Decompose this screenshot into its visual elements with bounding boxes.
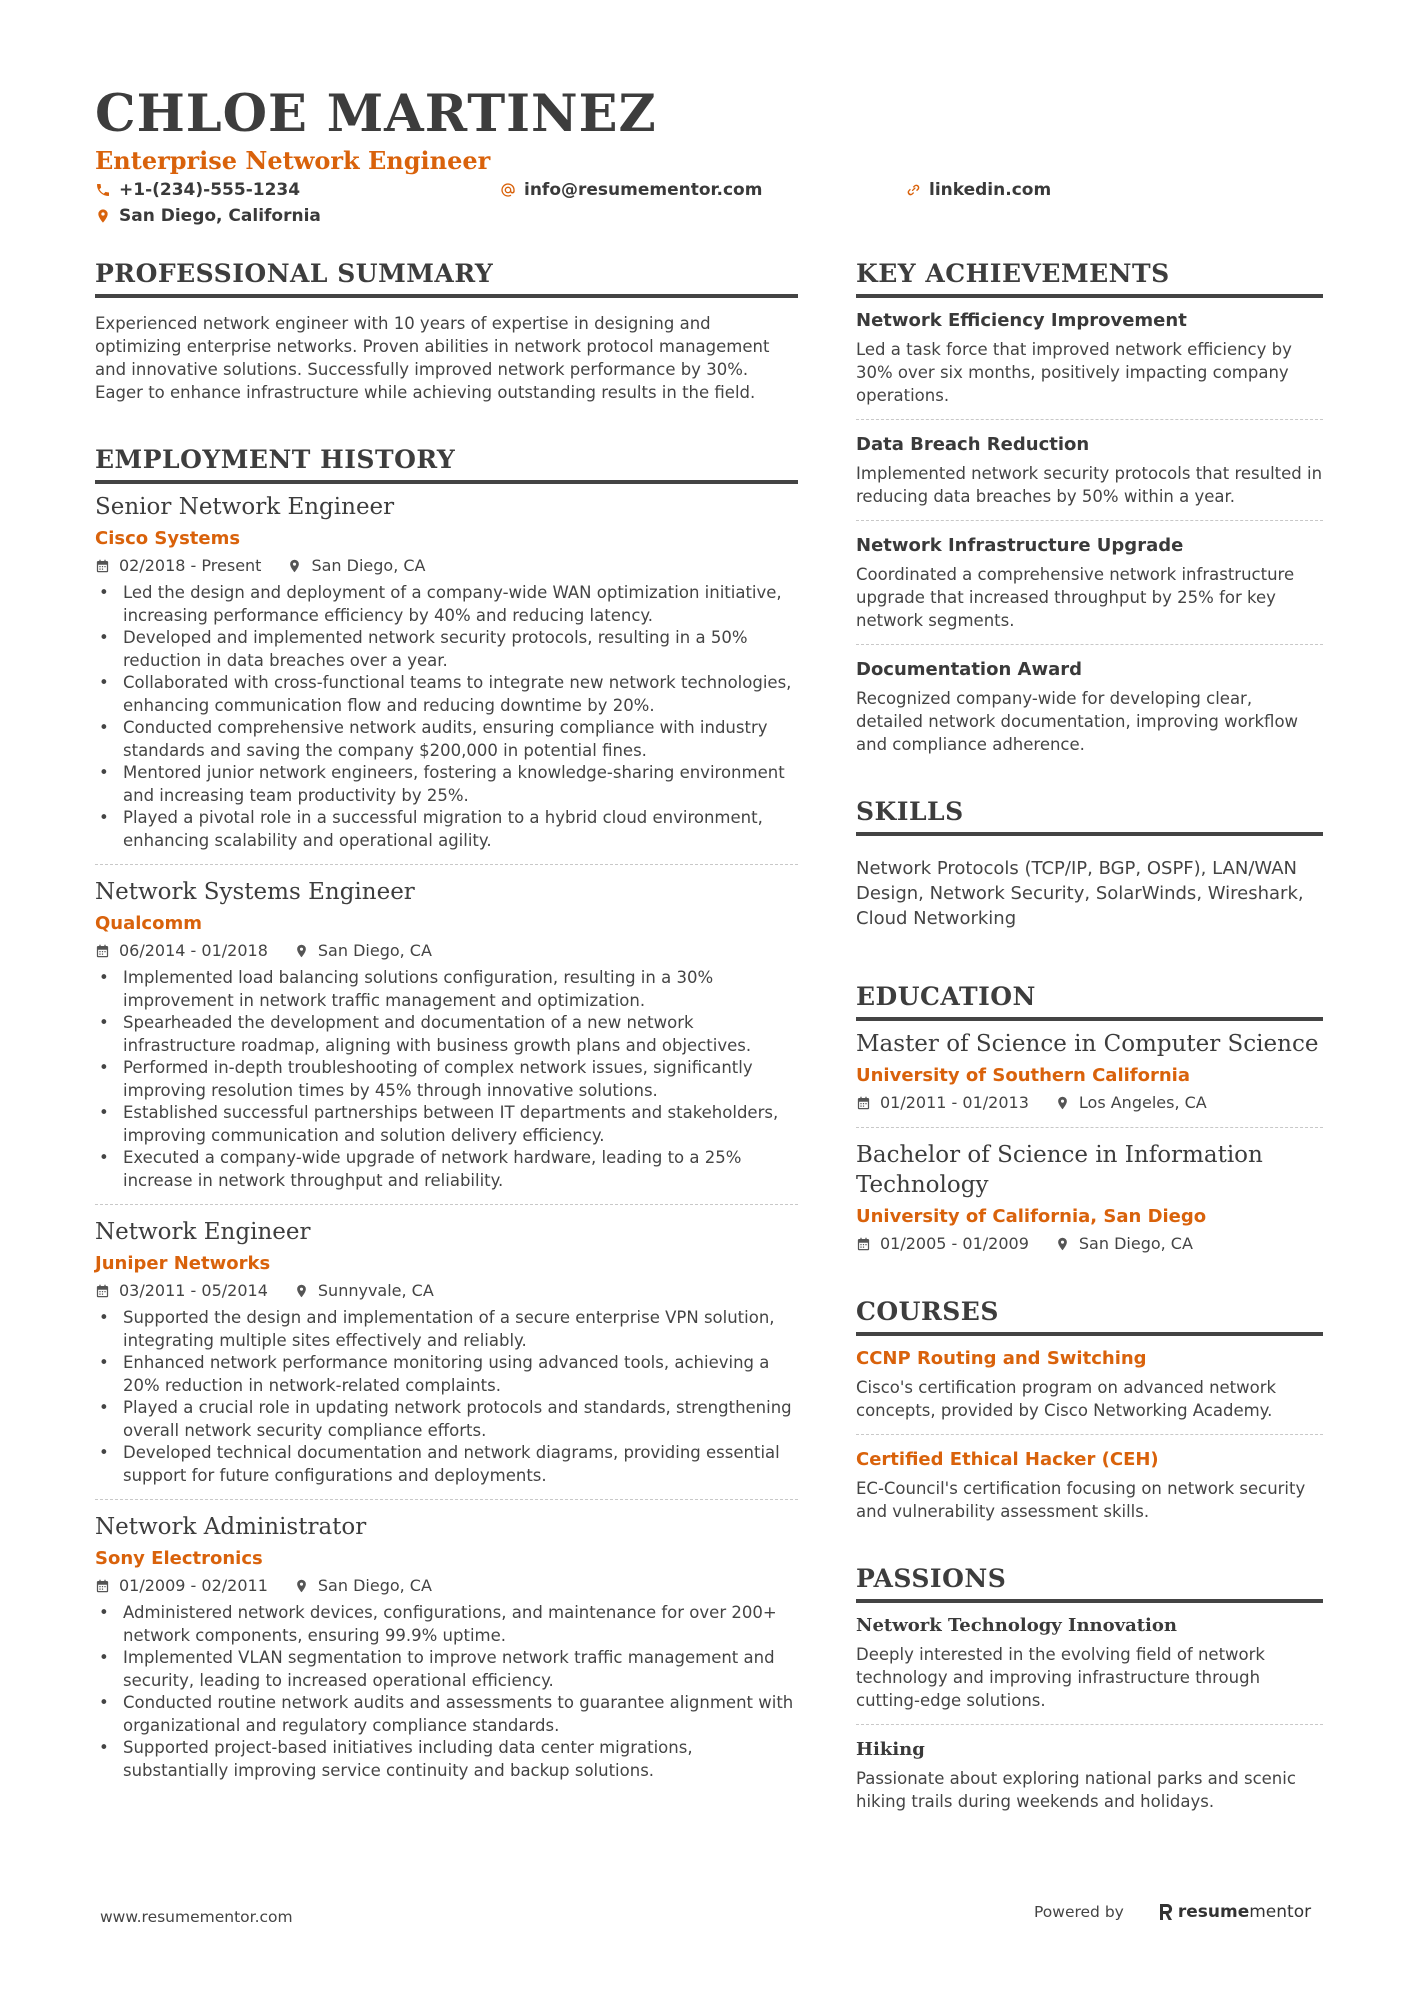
course-desc: EC-Council's certification focusing on network security and vulnerability assessment skills. [856, 1479, 1306, 1521]
passions-heading: PASSIONS [856, 1563, 1323, 1603]
calendar-icon [856, 1095, 871, 1111]
course-item [856, 1447, 1323, 1523]
list-item: • Developed technical documentation and network diagrams, providing essential support for future configurations and deployments. [95, 1442, 798, 1487]
calendar-icon [95, 558, 110, 574]
list-item: • Executed a company-wide upgrade of network hardware, leading to a 25% increase in network throughput and reliability. [95, 1147, 798, 1192]
job-meta [95, 939, 798, 963]
list-item: • Played a crucial role in updating network protocols and standards, strengthening overall network security compliance efforts. [95, 1397, 798, 1442]
list-item: • Administered network devices, configurations, and maintenance for over 200+ network components, ensuring 99.9% uptime. [95, 1602, 798, 1647]
job-company: Cisco Systems [95, 528, 241, 549]
passion-desc: Passionate about exploring national parks and scenic hiking trails during weekends and holidays. [856, 1769, 1296, 1811]
map-pin-icon [287, 558, 302, 574]
calendar-icon [95, 1578, 110, 1594]
job-dates-text: 06/2014 - 01/2018 [119, 941, 268, 960]
education-meta [856, 1232, 1323, 1256]
job-company: Juniper Networks [95, 1253, 271, 1274]
candidate-role: Enterprise Network Engineer [95, 146, 491, 175]
contact-row-2 [95, 206, 1325, 232]
job-company: Sony Electronics [95, 1548, 263, 1569]
divider [95, 864, 798, 865]
list-item: • Supported project-based initiatives including data center migrations, substantially improving service continuity and backup solutions. [95, 1737, 798, 1782]
email-text: info@resumementor.com [524, 180, 763, 200]
achievement-item [856, 657, 1323, 756]
courses-heading: COURSES [856, 1296, 1323, 1336]
job-location [294, 1279, 434, 1303]
list-item: • Established successful partnerships between IT departments and stakeholders, improving communication and solution delivery efficiency. [95, 1102, 798, 1147]
list-item: • Collaborated with cross-functional teams to integrate new network technologies, enhancing communication flow and reducing downtime by 20%. [95, 672, 798, 717]
brand-bold: resume [1177, 1902, 1250, 1922]
achievement-desc: Led a task force that improved network efficiency by 30% over six months, positively impacting company operations. [856, 340, 1292, 405]
employment-heading: EMPLOYMENT HISTORY [95, 444, 798, 484]
education-location [1055, 1232, 1193, 1256]
course-desc: Cisco's certification program on advanced network concepts, provided by Cisco Networking Academy. [856, 1378, 1277, 1420]
divider [856, 1127, 1323, 1128]
location-text: San Diego, California [119, 206, 321, 226]
calendar-icon [856, 1236, 871, 1252]
job-title: Network Engineer [95, 1219, 311, 1245]
map-pin-icon [1055, 1236, 1070, 1252]
job-bullets [95, 582, 798, 852]
left-column [95, 258, 798, 1782]
job-bullets [95, 967, 798, 1192]
achievement-title: Network Efficiency Improvement [856, 310, 1187, 331]
list-item: • Supported the design and implementation of a secure enterprise VPN solution, integrating multiple sites effectively and reliably. [95, 1307, 798, 1352]
divider [95, 1499, 798, 1500]
job-dates [95, 939, 268, 963]
achievement-title: Network Infrastructure Upgrade [856, 535, 1184, 556]
job-location-text: San Diego, CA [317, 941, 432, 960]
education-dates [856, 1091, 1029, 1115]
job-location [294, 939, 432, 963]
job-location-text: San Diego, CA [311, 556, 426, 575]
education-location-text: San Diego, CA [1078, 1234, 1193, 1253]
job-entry [95, 877, 798, 1192]
summary-section [95, 258, 798, 404]
summary-heading: PROFESSIONAL SUMMARY [95, 258, 798, 298]
calendar-icon [95, 943, 110, 959]
resume-header [95, 84, 1325, 232]
candidate-name: CHLOE MARTINEZ [95, 84, 657, 144]
list-item: • Developed and implemented network security protocols, resulting in a 50% reduction in data breaches over a year. [95, 627, 798, 672]
job-location [294, 1574, 432, 1598]
skills-section [856, 796, 1323, 931]
phone-text: +1-(234)-555-1234 [119, 180, 301, 200]
job-meta [95, 554, 798, 578]
education-degree: Bachelor of Science in Information Technology [856, 1142, 1263, 1198]
job-entry [95, 492, 798, 852]
job-title: Network Administrator [95, 1514, 367, 1540]
course-title: Certified Ethical Hacker (CEH) [856, 1449, 1159, 1470]
achievements-section [856, 258, 1323, 756]
education-item [856, 1029, 1323, 1115]
list-item: • Enhanced network performance monitoring using advanced tools, achieving a 20% reduction in network-related complaints. [95, 1352, 798, 1397]
education-school: University of California, San Diego [856, 1206, 1207, 1227]
list-item: • Led the design and deployment of a company-wide WAN optimization initiative, increasing performance efficiency by 40% and reducing latency. [95, 582, 798, 627]
job-title: Network Systems Engineer [95, 879, 415, 905]
achievement-desc: Recognized company-wide for developing clear, detailed network documentation, improving workflow and compliance adherence. [856, 689, 1299, 754]
education-dates-text: 01/2005 - 01/2009 [880, 1234, 1029, 1253]
employment-section [95, 444, 798, 1782]
footer-website[interactable]: www.resumementor.com [100, 1908, 293, 1926]
achievement-item [856, 308, 1323, 407]
achievement-item [856, 432, 1323, 508]
email-contact[interactable] [500, 180, 762, 200]
education-location [1055, 1091, 1207, 1115]
summary-text: Experienced network engineer with 10 years of expertise in designing and optimizing enterprise networks. Proven abilities in network protocol management and innovative solutions. Successfully improved network performance by 30%. Eager to enhance infrastructure while achieving outstanding results in the field. [95, 314, 770, 402]
job-dates-text: 02/2018 - Present [119, 556, 262, 575]
map-pin-icon [294, 1283, 309, 1299]
job-bullets [95, 1307, 798, 1487]
divider [95, 1204, 798, 1205]
passion-title: Hiking [856, 1739, 925, 1760]
achievement-title: Documentation Award [856, 659, 1083, 680]
education-dates-text: 01/2011 - 01/2013 [880, 1093, 1029, 1112]
divider [856, 1724, 1323, 1725]
passion-desc: Deeply interested in the evolving field of network technology and improving infrastructure through cutting-edge solutions. [856, 1645, 1265, 1710]
education-section [856, 981, 1323, 1256]
achievement-desc: Coordinated a comprehensive network infrastructure upgrade that increased throughput by 25% for key network segments. [856, 565, 1295, 630]
at-icon [500, 182, 516, 198]
brand-logo[interactable] [1158, 1902, 1311, 1922]
education-dates [856, 1232, 1029, 1256]
job-entry [95, 1217, 798, 1487]
link-icon [905, 182, 921, 198]
skills-text: Network Protocols (TCP/IP, BGP, OSPF), LAN/WAN Design, Network Security, SolarWinds, Wireshark, Cloud Networking [856, 858, 1304, 929]
right-column [856, 258, 1323, 1813]
achievements-heading: KEY ACHIEVEMENTS [856, 258, 1323, 298]
contact-row-1 [95, 180, 1325, 206]
powered-by-label: Powered by [1034, 1903, 1124, 1921]
map-pin-icon [294, 943, 309, 959]
brand-light: mentor [1249, 1902, 1312, 1922]
resumementor-logo-icon [1158, 1903, 1174, 1921]
divider [856, 644, 1323, 645]
achievement-desc: Implemented network security protocols that resulted in reducing data breaches by 50% within a year. [856, 464, 1323, 506]
job-company: Qualcomm [95, 913, 202, 934]
footer-powered [1034, 1902, 1311, 1922]
education-heading: EDUCATION [856, 981, 1323, 1021]
achievement-title: Data Breach Reduction [856, 434, 1090, 455]
location-contact [95, 206, 321, 226]
linkedin-contact[interactable] [905, 180, 1051, 200]
education-location-text: Los Angeles, CA [1078, 1093, 1207, 1112]
job-entry [95, 1512, 798, 1782]
job-dates-text: 03/2011 - 05/2014 [119, 1281, 268, 1300]
job-meta [95, 1279, 798, 1303]
divider [856, 1434, 1323, 1435]
passion-title: Network Technology Innovation [856, 1615, 1177, 1636]
map-pin-icon [95, 208, 111, 224]
job-dates [95, 1279, 268, 1303]
calendar-icon [95, 1283, 110, 1299]
education-school: University of Southern California [856, 1065, 1191, 1086]
map-pin-icon [1055, 1095, 1070, 1111]
passions-section [856, 1563, 1323, 1813]
education-meta [856, 1091, 1323, 1115]
list-item: • Implemented load balancing solutions configuration, resulting in a 30% improvement in network traffic management and optimization. [95, 967, 798, 1012]
passion-item [856, 1737, 1323, 1813]
divider [856, 520, 1323, 521]
phone-contact[interactable] [95, 180, 300, 200]
passion-item [856, 1613, 1323, 1712]
list-item: • Implemented VLAN segmentation to improve network traffic management and security, leading to increased operational efficiency. [95, 1647, 798, 1692]
map-pin-icon [294, 1578, 309, 1594]
job-location-text: Sunnyvale, CA [317, 1281, 434, 1300]
education-item [856, 1140, 1323, 1256]
course-title: CCNP Routing and Switching [856, 1348, 1147, 1369]
list-item: • Played a pivotal role in a successful migration to a hybrid cloud environment, enhancing scalability and operational agility. [95, 807, 798, 852]
job-meta [95, 1574, 798, 1598]
divider [856, 419, 1323, 420]
phone-icon [95, 182, 111, 198]
course-item [856, 1346, 1323, 1422]
list-item: • Mentored junior network engineers, fostering a knowledge-sharing environment and increasing team productivity by 25%. [95, 762, 798, 807]
job-location-text: San Diego, CA [317, 1576, 432, 1595]
job-title: Senior Network Engineer [95, 494, 395, 520]
job-dates-text: 01/2009 - 02/2011 [119, 1576, 268, 1595]
list-item: • Performed in-depth troubleshooting of complex network issues, significantly improving resolution times by 45% through innovative solutions. [95, 1057, 798, 1102]
job-dates [95, 554, 261, 578]
job-location [287, 554, 425, 578]
job-bullets [95, 1602, 798, 1782]
list-item: • Conducted routine network audits and assessments to guarantee alignment with organizational and regulatory compliance standards. [95, 1692, 798, 1737]
list-item: • Spearheaded the development and documentation of a new network infrastructure roadmap, aligning with business growth plans and objectives. [95, 1012, 798, 1057]
linkedin-text: linkedin.com [929, 180, 1052, 200]
job-dates [95, 1574, 268, 1598]
education-degree: Master of Science in Computer Science [856, 1031, 1319, 1057]
achievement-item [856, 533, 1323, 632]
skills-heading: SKILLS [856, 796, 1323, 836]
list-item: • Conducted comprehensive network audits, ensuring compliance with industry standards and saving the company $200,000 in potential fines. [95, 717, 798, 762]
courses-section [856, 1296, 1323, 1523]
